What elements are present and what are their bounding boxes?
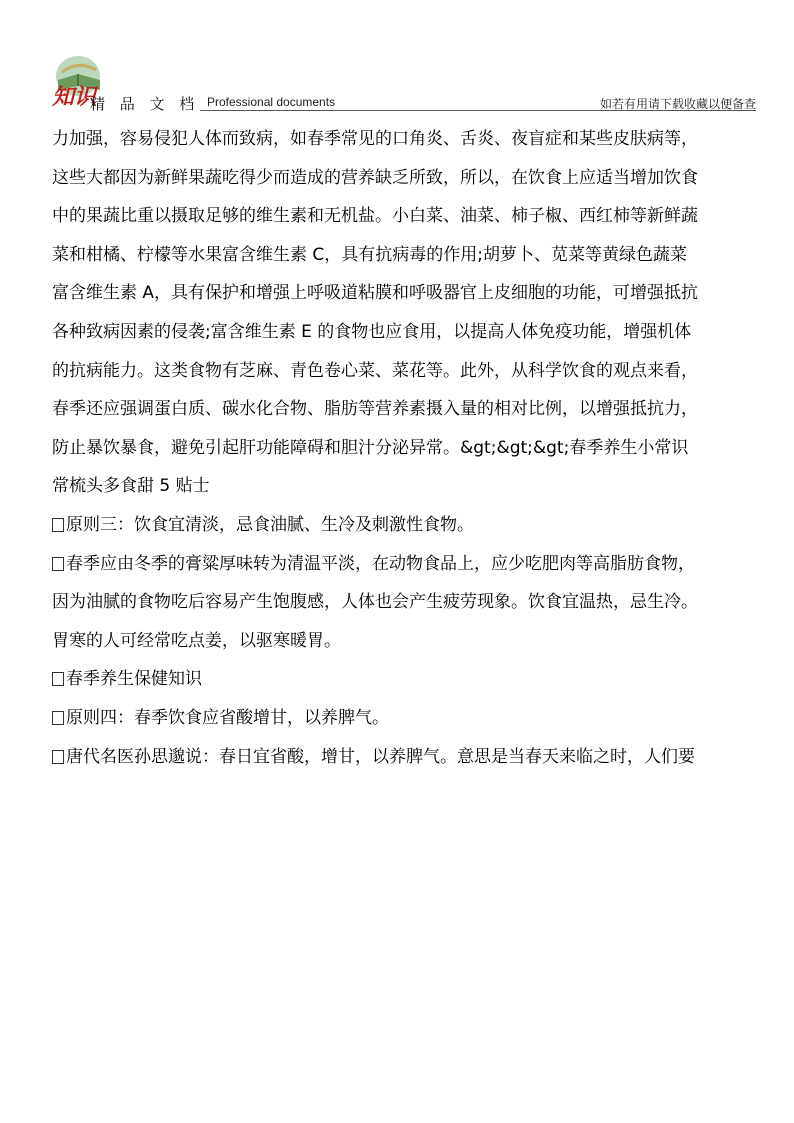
checkbox-square-icon bbox=[52, 750, 64, 764]
paragraph-line: 春季应由冬季的膏粱厚味转为清温平淡，在动物食品上，应少吃肥肉等高脂肪食物， bbox=[52, 545, 768, 584]
text-line: 菜和柑橘、柠檬等水果富含维生素 C，具有抗病毒的作用;胡萝卜、苋菜等黄绿色蔬菜 bbox=[52, 244, 687, 265]
paragraph-line: 原则四：春季饮食应省酸增甘，以养脾气。 bbox=[52, 699, 768, 738]
header-note: 如若有用请下载收藏以便备查 bbox=[599, 97, 756, 111]
text-line: 因为油腻的食物吃后容易产生饱腹感，人体也会产生疲劳现象。饮食宜温热，忌生冷。 bbox=[52, 592, 698, 613]
paragraph-line: 春季养生保健知识 bbox=[52, 660, 768, 699]
header-divider bbox=[200, 110, 756, 111]
document-body bbox=[52, 120, 768, 776]
paragraph-line: 唐代名医孙思邈说：春日宜省酸，增甘，以养脾气。意思是当春天来临之时，人们要 bbox=[52, 738, 768, 777]
text-line: 这些大都因为新鲜果蔬吃得少而造成的营养缺乏所致，所以，在饮食上应适当增加饮食 bbox=[52, 167, 698, 188]
checkbox-square-icon bbox=[52, 711, 64, 725]
text-line: 各种致病因素的侵袭;富含维生素 E 的食物也应食用，以提高人体免疫功能，增强机体 bbox=[52, 321, 692, 342]
text-line: 中的果蔬比重以摄取足够的维生素和无机盐。小白菜、油菜、柿子椒、西红柿等新鲜蔬 bbox=[52, 206, 698, 227]
text-line: 防止暴饮暴食，避免引起肝功能障碍和胆汁分泌异常。&gt;&gt;&gt;春季养生小常识 bbox=[52, 437, 689, 458]
text-line: 的抗病能力。这类食物有芝麻、青色卷心菜、菜花等。此外，从科学饮食的观点来看， bbox=[52, 360, 698, 381]
header-title: 精 品 文 档 bbox=[90, 95, 200, 113]
text-line: 力加强，容易侵犯人体而致病，如春季常见的口角炎、舌炎、夜盲症和某些皮肤病等， bbox=[52, 129, 698, 149]
page-header bbox=[40, 50, 756, 112]
checkbox-square-icon bbox=[52, 518, 64, 532]
text-line: 胃寒的人可经常吃点姜，以驱寒暖胃。 bbox=[52, 630, 341, 651]
svg-text:知识: 知识 bbox=[52, 84, 97, 108]
text-line: 春季还应强调蛋白质、碳水化合物、脂肪等营养素摄入量的相对比例，以增强抵抗力， bbox=[52, 399, 698, 420]
header-subtitle: Professional documents bbox=[207, 95, 336, 109]
text-line: 常梳头多食甜 5 贴士 bbox=[52, 476, 210, 497]
text-line: 富含维生素 A，具有保护和增强上呼吸道粘膜和呼吸器官上皮细胞的功能，可增强抵抗 bbox=[52, 283, 699, 304]
checkbox-square-icon bbox=[52, 672, 64, 686]
checkbox-square-icon bbox=[52, 557, 64, 571]
paragraph-line: 原则三：饮食宜清淡，忌食油腻、生冷及刺激性食物。 bbox=[52, 506, 768, 545]
